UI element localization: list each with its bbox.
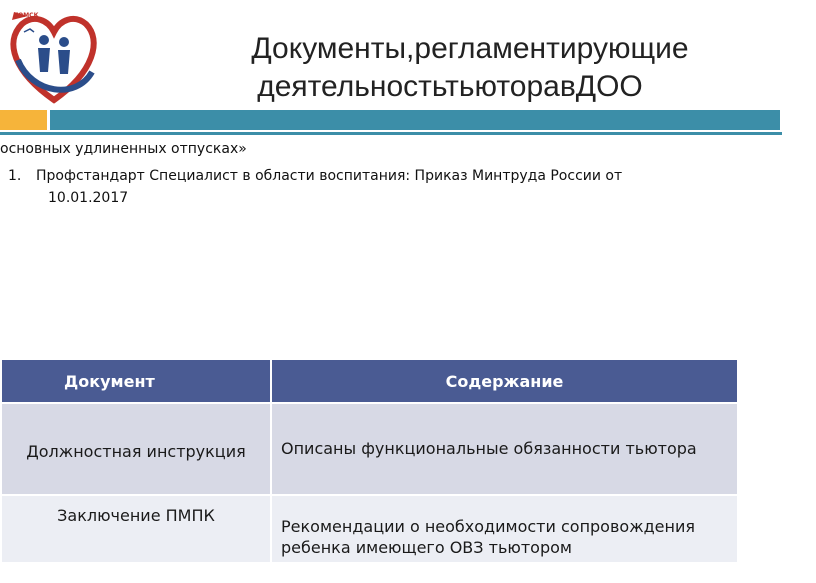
accent-bar-orange [0,110,47,130]
cell-document-text: Должностная инструкция [26,442,246,461]
cell-document [2,495,271,562]
list-item-text: Профстандарт Специалист в области воспитания: Приказ Минтруда России от [36,168,623,184]
list-item-number: 1. [8,168,22,184]
page-title [150,30,790,106]
cell-document-text: Заключение ПМПК [57,506,215,525]
cell-content [271,495,738,562]
cell-content-text: Рекомендации о необходимости сопровождения ребенка имеющего ОВЗ тьютором [281,517,695,557]
title-line-1: Документы,регламентирующие [251,32,689,65]
divider-line [0,132,782,135]
header-content: Содержание [271,360,738,403]
documents-table [2,360,739,562]
cell-content-text: Описаны функциональные обязанности тьютора [281,439,697,458]
cell-content [271,403,738,495]
logo-text: ТОМСК [14,12,39,19]
accent-bar-teal [50,110,780,130]
header-document: Документ [2,360,271,403]
list-item [8,165,622,209]
body-fragment: основных удлиненных отпусках» [0,141,247,157]
title-line-2: деятельностьтьюторавДОО [257,70,643,103]
cell-document [2,403,271,495]
logo [4,2,104,108]
table-row [2,495,738,562]
table-header-row [2,360,738,403]
list-item-continuation: 10.01.2017 [48,190,129,206]
table-row [2,403,738,495]
